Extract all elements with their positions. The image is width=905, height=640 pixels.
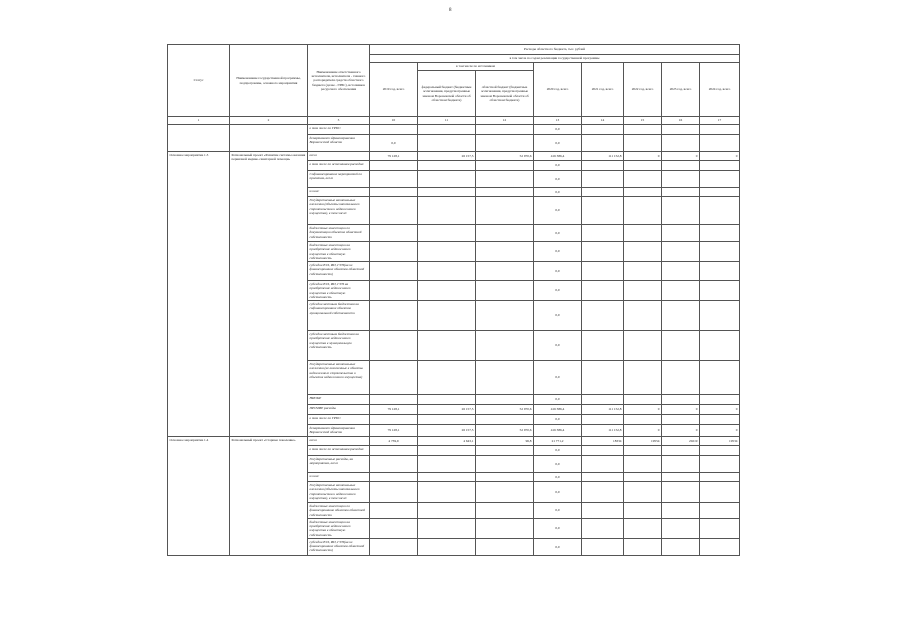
row-value: [476, 482, 534, 503]
row-value: [624, 456, 662, 473]
row-value: [582, 171, 624, 188]
row-value: [418, 361, 476, 395]
row-source: ПРОЧИЕ расходы: [308, 405, 370, 415]
row-value: [476, 503, 534, 519]
row-name: [230, 125, 308, 152]
row-value: [582, 538, 624, 555]
row-value: [418, 242, 476, 262]
row-source: Государственные капитальные вложения (не включенные в объекты недвижимого строительства и объектов недвижимого имущества): [308, 361, 370, 395]
column-number: 2: [230, 117, 308, 125]
row-value: [700, 331, 740, 361]
row-value: [700, 197, 740, 225]
row-value: 26 157,5: [418, 152, 476, 161]
row-value: 0,0: [534, 446, 582, 456]
row-value: [370, 361, 418, 395]
row-value: 0,0: [534, 242, 582, 262]
row-source: бюджетные инвестиции на приобретение недвижимого имущества в областную собственность: [308, 242, 370, 262]
row-value: [582, 456, 624, 473]
row-value: [624, 197, 662, 225]
row-name: Региональный проект «Старшее поколение»: [230, 437, 308, 556]
row-value: [662, 171, 700, 188]
row-value: [418, 331, 476, 361]
row-value: [624, 161, 662, 171]
header-regional-budget: областной бюджет (бюджетные ассигнования, предусмотренные законом Воронежской области об областном бюджете): [476, 71, 534, 117]
row-value: [370, 161, 418, 171]
row-value: [662, 482, 700, 503]
row-value: [418, 415, 476, 425]
row-value: [476, 518, 534, 538]
row-value: 19554: [624, 437, 662, 446]
column-number: 13: [534, 117, 582, 125]
row-value: 0: [662, 425, 700, 437]
row-value: [662, 331, 700, 361]
row-value: [582, 301, 624, 331]
row-value: 0,0: [534, 503, 582, 519]
row-name: Региональный проект «Развитие системы оказания первичной медико-санитарной помощи»: [230, 152, 308, 437]
row-value: [370, 262, 418, 281]
row-source: Государственные расходы, на мероприятия, всего: [308, 456, 370, 473]
row-value: 20219: [662, 437, 700, 446]
column-number: 1: [168, 117, 230, 125]
row-value: [582, 135, 624, 152]
row-value: 0,0: [534, 188, 582, 197]
table-row: [168, 125, 740, 135]
row-value: [662, 188, 700, 197]
row-value: [662, 161, 700, 171]
row-source: Государственные капитальные вложения (объекты капитального строительства и недвижимого имущества), в том числе:: [308, 482, 370, 503]
header-year-2022: 2022 год, всего: [624, 63, 662, 117]
row-source: субсидии ЮЛ, ИП, ГУП(на их финансирование объектов областной собственности): [308, 262, 370, 281]
row-value: [476, 135, 534, 152]
row-value: 0: [700, 425, 740, 437]
page-number: 8: [449, 8, 452, 13]
row-value: [624, 415, 662, 425]
row-value: [662, 281, 700, 301]
row-value: 111 152,8: [582, 425, 624, 437]
row-value: [418, 225, 476, 242]
row-source: в том числе по ГРБС:: [308, 125, 370, 135]
header-name: Наименование государственной программы, подпрограммы, основного мероприятия: [230, 45, 308, 117]
row-value: [476, 125, 534, 135]
row-value: [370, 456, 418, 473]
row-value: [700, 188, 740, 197]
row-value: 4 643,1: [418, 437, 476, 446]
row-value: [370, 331, 418, 361]
row-value: [624, 482, 662, 503]
row-value: 0,0: [534, 171, 582, 188]
row-source: субсидии местным бюджетам на софинансирование объектов муниципальной собственности: [308, 301, 370, 331]
row-value: [418, 188, 476, 197]
row-value: 0,0: [534, 538, 582, 555]
row-value: 21 771,2: [534, 437, 582, 446]
row-value: [700, 473, 740, 482]
row-value: 0,0: [534, 395, 582, 405]
row-value: [662, 503, 700, 519]
column-number: 17: [700, 117, 740, 125]
row-value: [700, 518, 740, 538]
row-value: [370, 197, 418, 225]
row-value: [370, 482, 418, 503]
row-value: [662, 446, 700, 456]
row-source: в том числе по источникам расходов:: [308, 446, 370, 456]
row-value: [624, 301, 662, 331]
row-value: 416 386,4: [534, 152, 582, 161]
row-value: [700, 361, 740, 395]
row-source: субсидии ЮЛ, ИП, ГУП(на их финансирование объектов областной собственности): [308, 538, 370, 555]
row-value: [476, 281, 534, 301]
header-by-sources: в том числе по источникам: [418, 63, 534, 71]
row-value: [624, 395, 662, 405]
row-value: [418, 446, 476, 456]
row-value: [582, 482, 624, 503]
row-value: [476, 197, 534, 225]
row-value: 416 386,4: [534, 405, 582, 415]
row-value: [476, 188, 534, 197]
row-value: 0,0: [534, 262, 582, 281]
row-source: субсидии местным бюджетам на приобретение недвижимого имущества в муниципальную собственность: [308, 331, 370, 361]
row-value: 0,0: [534, 456, 582, 473]
column-number: 15: [624, 117, 662, 125]
row-value: [582, 242, 624, 262]
row-value: [582, 415, 624, 425]
row-value: [582, 197, 624, 225]
row-value: [370, 171, 418, 188]
row-value: [700, 395, 740, 405]
row-value: 0,0: [370, 135, 418, 152]
row-value: [370, 188, 418, 197]
row-value: 19534: [700, 437, 740, 446]
row-source: бюджетные инвестиции на приобретение недвижимого имущества в областную собственность: [308, 518, 370, 538]
header-year-2024: 2024 год, всего: [700, 63, 740, 117]
row-value: 416 386,4: [534, 425, 582, 437]
row-value: 0: [700, 405, 740, 415]
row-source: департамент здравоохранения Воронежской области: [308, 135, 370, 152]
row-value: [624, 171, 662, 188]
row-value: 79 128,1: [370, 152, 418, 161]
table-row: [168, 437, 740, 446]
row-value: [418, 135, 476, 152]
header-status: Статус: [168, 45, 230, 117]
row-value: [700, 281, 740, 301]
row-value: [418, 518, 476, 538]
row-value: [700, 242, 740, 262]
row-value: [370, 125, 418, 135]
row-source: всего: [308, 152, 370, 161]
row-value: [700, 161, 740, 171]
row-value: [624, 281, 662, 301]
row-source: бюджетные инвестиции по документации объектов областной собственности: [308, 225, 370, 242]
row-value: 52 970,6: [476, 405, 534, 415]
row-value: 0,0: [534, 482, 582, 503]
row-value: [624, 361, 662, 395]
row-value: [700, 482, 740, 503]
row-value: [662, 456, 700, 473]
row-source: департамент здравоохранения Воронежской области: [308, 425, 370, 437]
row-value: 0,0: [534, 301, 582, 331]
row-value: [370, 281, 418, 301]
row-value: [370, 518, 418, 538]
row-value: 79 128,1: [370, 425, 418, 437]
row-value: [582, 188, 624, 197]
row-value: 26 157,5: [418, 405, 476, 415]
row-value: [418, 281, 476, 301]
row-value: 0: [624, 425, 662, 437]
row-value: [418, 473, 476, 482]
column-number: 3: [308, 117, 370, 125]
row-value: 0,0: [534, 135, 582, 152]
column-number: 11: [418, 117, 476, 125]
row-value: 0: [662, 405, 700, 415]
row-value: [662, 135, 700, 152]
column-number: 16: [662, 117, 700, 125]
row-value: [662, 242, 700, 262]
row-value: [370, 415, 418, 425]
row-value: [582, 518, 624, 538]
row-value: 96,8: [476, 437, 534, 446]
row-value: [662, 225, 700, 242]
row-value: [418, 125, 476, 135]
row-value: [370, 242, 418, 262]
header-expenses-title: Расходы областного бюджета, тыс. рублей: [370, 45, 740, 55]
row-value: [624, 473, 662, 482]
row-value: [700, 262, 740, 281]
row-value: 111 152,8: [582, 152, 624, 161]
row-value: [662, 518, 700, 538]
row-value: [418, 171, 476, 188]
row-value: [582, 331, 624, 361]
row-value: [662, 395, 700, 405]
row-value: 0: [662, 152, 700, 161]
row-value: [476, 473, 534, 482]
row-value: [476, 446, 534, 456]
row-source: субсидии ЮЛ, ИП, ГУП на приобретение недвижимого имущества в областную собственность: [308, 281, 370, 301]
row-value: [418, 503, 476, 519]
row-value: [418, 482, 476, 503]
row-source: из них:: [308, 473, 370, 482]
row-value: [700, 456, 740, 473]
row-value: [582, 446, 624, 456]
row-value: [624, 503, 662, 519]
row-value: 0: [700, 152, 740, 161]
row-value: [700, 301, 740, 331]
row-value: [700, 538, 740, 555]
row-value: 0,0: [534, 225, 582, 242]
column-number: 10: [370, 117, 418, 125]
row-value: 52 970,6: [476, 425, 534, 437]
row-value: 0: [624, 152, 662, 161]
row-value: 0,0: [534, 331, 582, 361]
header-federal-budget: федеральный бюджет (бюджетные ассигнования, предусмотренные законом Воронежской области об областном бюджете): [418, 71, 476, 117]
row-value: [476, 456, 534, 473]
row-value: [582, 361, 624, 395]
row-value: [582, 473, 624, 482]
row-value: [662, 262, 700, 281]
row-value: [476, 361, 534, 395]
row-value: [418, 197, 476, 225]
row-status: Основное мероприятие 1.3: [168, 152, 230, 437]
row-value: 0,0: [534, 415, 582, 425]
row-value: [476, 538, 534, 555]
row-value: [624, 242, 662, 262]
header-source: Наименование ответственного исполнителя, исполнителя - главного распорядителя средств областного бюджета (далее - ГРБС), источников ресурсного обеспечения: [308, 45, 370, 117]
row-source: в том числе по ГРБС:: [308, 415, 370, 425]
row-value: [700, 171, 740, 188]
header-year-2020: 2020 год, всего: [534, 63, 582, 117]
row-value: [418, 538, 476, 555]
row-source: из них:: [308, 188, 370, 197]
row-value: [700, 125, 740, 135]
row-value: [370, 446, 418, 456]
row-value: [582, 262, 624, 281]
row-value: [582, 281, 624, 301]
row-value: [662, 125, 700, 135]
row-value: 0,0: [534, 518, 582, 538]
row-value: [700, 446, 740, 456]
row-value: [662, 415, 700, 425]
row-source: всего: [308, 437, 370, 446]
table-row: [168, 152, 740, 161]
row-value: [662, 473, 700, 482]
row-source: бюджетные инвестиции по финансированию объектов областной собственности: [308, 503, 370, 519]
row-value: 0,0: [534, 473, 582, 482]
row-source: НИОКР: [308, 395, 370, 405]
row-value: [662, 361, 700, 395]
row-value: [582, 125, 624, 135]
header-year-2021: 2021 год, всего: [582, 63, 624, 117]
row-value: [476, 225, 534, 242]
row-value: [700, 415, 740, 425]
column-number: 14: [582, 117, 624, 125]
row-value: 4 739,9: [370, 437, 418, 446]
header-year-2019: 2019 год, всего: [370, 63, 418, 117]
row-value: [476, 171, 534, 188]
row-value: 111 152,8: [582, 405, 624, 415]
row-value: [582, 503, 624, 519]
row-value: [476, 415, 534, 425]
row-source: в том числе по источникам расходов:: [308, 161, 370, 171]
row-value: [624, 538, 662, 555]
row-value: 0: [624, 405, 662, 415]
row-value: [418, 161, 476, 171]
row-value: [662, 197, 700, 225]
budget-table: [167, 44, 740, 556]
row-value: [476, 161, 534, 171]
row-value: 0,0: [534, 197, 582, 225]
row-value: [418, 262, 476, 281]
row-value: 52 970,6: [476, 152, 534, 161]
row-value: [370, 225, 418, 242]
row-value: [370, 395, 418, 405]
row-value: [582, 161, 624, 171]
row-value: [624, 125, 662, 135]
row-value: [624, 262, 662, 281]
row-value: [624, 331, 662, 361]
row-value: [476, 242, 534, 262]
row-value: [418, 456, 476, 473]
header-program-period: в том числе по годам реализации государственной программы: [370, 55, 740, 63]
row-value: 26 157,5: [418, 425, 476, 437]
row-value: [662, 538, 700, 555]
row-value: [700, 503, 740, 519]
header-year-2023: 2023 год, всего: [662, 63, 700, 117]
row-value: 0,0: [534, 281, 582, 301]
row-value: [624, 135, 662, 152]
row-value: [476, 301, 534, 331]
row-value: [700, 135, 740, 152]
row-value: [476, 331, 534, 361]
row-value: 0,0: [534, 125, 582, 135]
row-value: [624, 225, 662, 242]
row-status: [168, 125, 230, 152]
row-source: Софинансирование мероприятий по проектам, всего: [308, 171, 370, 188]
row-value: [582, 395, 624, 405]
row-value: 0,0: [534, 161, 582, 171]
column-number: 12: [476, 117, 534, 125]
row-value: [370, 538, 418, 555]
row-status: Основное мероприятие 1.4: [168, 437, 230, 556]
row-value: 18334: [582, 437, 624, 446]
row-value: [476, 262, 534, 281]
row-value: [624, 518, 662, 538]
row-value: [370, 301, 418, 331]
row-source: Государственные капитальные вложения (объекты капитального строительства и недвижимого имущества), в том числе:: [308, 197, 370, 225]
row-value: [370, 473, 418, 482]
row-value: 0,0: [534, 361, 582, 395]
row-value: [418, 395, 476, 405]
row-value: [582, 225, 624, 242]
row-value: [624, 446, 662, 456]
row-value: [370, 503, 418, 519]
row-value: [624, 188, 662, 197]
row-value: [662, 301, 700, 331]
row-value: [476, 395, 534, 405]
row-value: [700, 225, 740, 242]
row-value: [418, 301, 476, 331]
row-value: 79 128,1: [370, 405, 418, 415]
